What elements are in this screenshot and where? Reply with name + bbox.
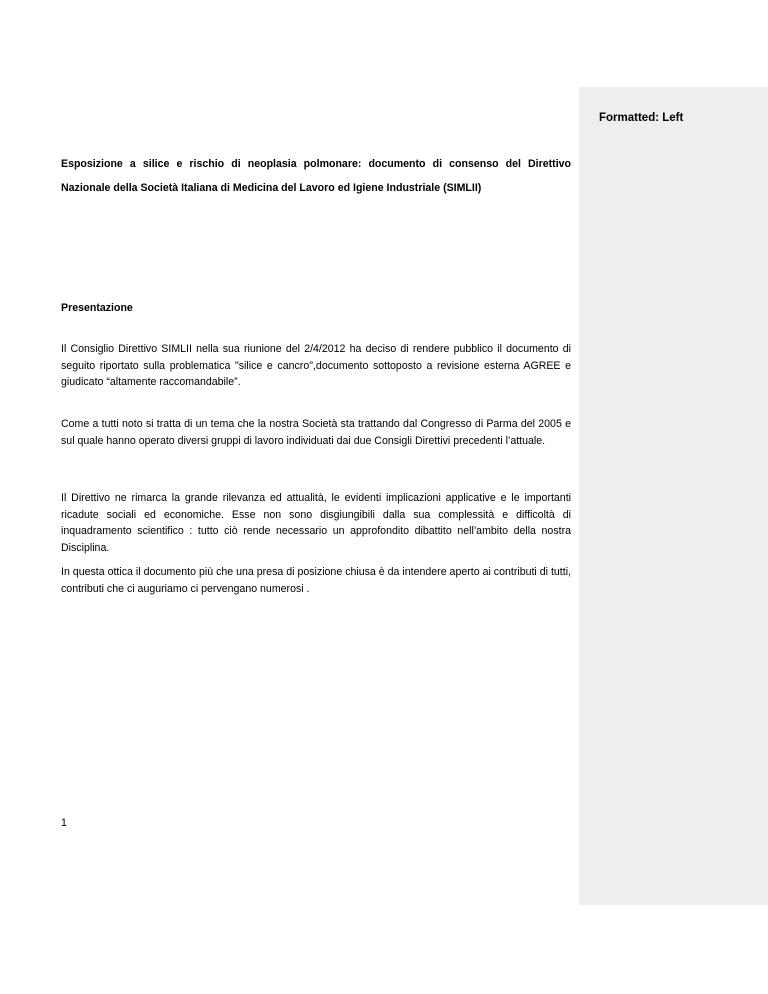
document-title: Esposizione a silice e rischio di neoplasia polmonare: documento di consenso del Direttivo Nazionale della Società Italiana di Medicina del Lavoro ed Igiene Industriale (SIMLII)	[61, 158, 571, 194]
format-comment-label[interactable]: Formatted: Left	[599, 112, 684, 124]
comment-pane	[579, 87, 768, 905]
paragraph-1: Il Consiglio Direttivo SIMLII nella sua riunione del 2/4/2012 ha deciso di rendere pubblico il documento di seguito riportato sulla problematica "silice e cancro",documento sottoposto a revisione esterna AGREE e giudicato “altamente raccomandabile”.	[61, 343, 571, 389]
section-heading: Presentazione	[61, 302, 133, 314]
page-number: 1	[61, 817, 67, 829]
paragraph-4: In questa ottica il documento più che una presa di posizione chiusa è da intendere aperto ai contributi di tutti, contributi che ci auguriamo ci pervengano numerosi .	[61, 566, 571, 595]
paragraph-2: Come a tutti noto si tratta di un tema che la nostra Società sta trattando dal Congresso di Parma del 2005 e sul quale hanno operato diversi gruppi di lavoro individuati dai due Consigli Direttivi precedenti l’attuale.	[61, 418, 571, 447]
paragraph-3: Il Direttivo ne rimarca la grande rilevanza ed attualità, le evidenti implicazioni applicative e le importanti ricadute sociali ed economiche. Esse non sono disgiungibili dalla sua complessità e difficoltà di inquadramento scientifico : tutto ciò rende necessario un approfondito dibattito nell’ambito della nostra Disciplina.	[61, 492, 571, 554]
